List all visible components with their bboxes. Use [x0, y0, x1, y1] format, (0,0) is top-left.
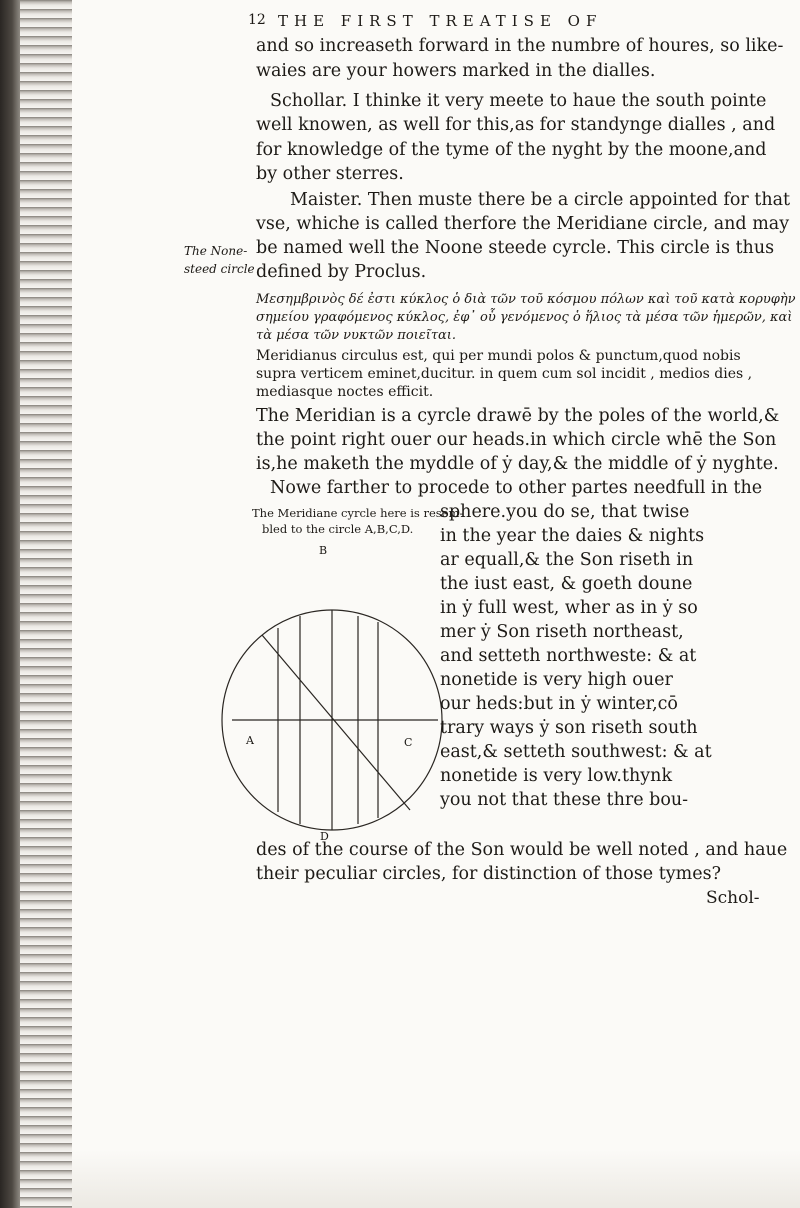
- latin-quote-line: mediasque noctes efficit.: [256, 384, 434, 400]
- text-line: is,he maketh the myddle of ẏ day,& the middle of ẏ nyghte.: [256, 454, 779, 474]
- text-line: you not that these thre bou-: [440, 790, 689, 810]
- text-line: well knowen, as well for this,as for standynge dialles , and: [256, 115, 776, 135]
- text-line: nonetide is very high ouer: [440, 670, 673, 690]
- latin-quote-line: Meridianus circulus est, qui per mundi polos & punctum,quod nobis: [256, 348, 741, 364]
- text-line: and so increaseth forward in the numbre of houres, so like-: [256, 36, 784, 56]
- margin-note: The None-: [184, 244, 248, 258]
- page-edges: [20, 0, 72, 1208]
- margin-note: steed circle: [184, 262, 255, 276]
- greek-quote-line: τὰ μέσα τῶν νυκτῶν ποιεῖται.: [256, 328, 457, 343]
- text-line: Maister. Then muste there be a circle appointed for that: [290, 190, 791, 210]
- figure-caption: The Meridiane cyrcle here is resem-: [252, 506, 464, 520]
- text-line: waies are your howers marked in the dialles.: [256, 61, 656, 81]
- text-line: east,& setteth southwest: & at: [440, 742, 712, 762]
- text-line: ar equall,& the Son riseth in: [440, 550, 694, 570]
- text-line: the point right ouer our heads.in which circle whē the Son: [256, 430, 777, 450]
- page-shadow: [72, 1150, 800, 1208]
- text-line: and setteth northweste: & at: [440, 646, 697, 666]
- text-line: for knowledge of the tyme of the nyght by the moone,and: [256, 140, 767, 160]
- label-a: A: [246, 734, 254, 747]
- label-d: D: [320, 830, 329, 843]
- text-line: our heds:but in ẏ winter,cō: [440, 694, 678, 714]
- figure-caption: bled to the circle A,B,C,D.: [262, 522, 414, 536]
- text-line: vse, whiche is called therfore the Meridiane circle, and may: [256, 214, 790, 234]
- text-line: Nowe farther to procede to other partes needfull in the: [270, 478, 763, 498]
- text-line: sphere.you do se, that twise: [440, 502, 690, 522]
- text-line: Schollar. I thinke it very meete to haue the south pointe: [270, 91, 767, 111]
- catchword: Schol-: [706, 888, 760, 908]
- latin-quote-line: supra verticem eminet,ducitur. in quem cum sol incidit , medios dies ,: [256, 366, 753, 382]
- text-line: in ẏ full west, wher as in ẏ so: [440, 598, 698, 618]
- running-head: THE FIRST TREATISE OF: [278, 12, 603, 30]
- page-number: 12: [248, 12, 266, 28]
- text-line: des of the course of the Son would be well noted , and haue: [256, 840, 788, 860]
- axis-line: [262, 635, 413, 810]
- text-line: in the year the daies & nights: [440, 526, 705, 546]
- label-b: B: [319, 544, 328, 557]
- greek-quote-line: Μεσημβρινὸς δέ ἐστι κύκλος ὁ διὰ τῶν τοῦ κόσμου πόλων καὶ τοῦ κατὰ κορυφὴν: [256, 292, 796, 307]
- greek-quote-line: σημείου γραφόμενος κύκλος, ἐφ᾽ οὗ γενόμενος ὁ ἥλιος τὰ μέσα τῶν ἡμερῶν, καὶ: [256, 310, 793, 325]
- text-line: their peculiar circles, for distinction of those tymes?: [256, 864, 721, 884]
- text-line: The Meridian is a cyrcle drawē by the poles of the world,&: [256, 406, 780, 426]
- text-line: nonetide is very low.thynk: [440, 766, 673, 786]
- text-line: trary ways ẏ son riseth south: [440, 718, 698, 738]
- text-line: defined by Proclus.: [256, 262, 427, 282]
- text-line: the iust east, & goeth doune: [440, 574, 693, 594]
- book-binding: [0, 0, 20, 1208]
- text-line: by other sterres.: [256, 164, 404, 184]
- text-line: mer ẏ Son riseth northeast,: [440, 622, 684, 642]
- label-c: C: [404, 736, 413, 749]
- text-line: be named well the Noone steede cyrcle. This circle is thus: [256, 238, 775, 258]
- meridian-diagram: [246, 540, 413, 843]
